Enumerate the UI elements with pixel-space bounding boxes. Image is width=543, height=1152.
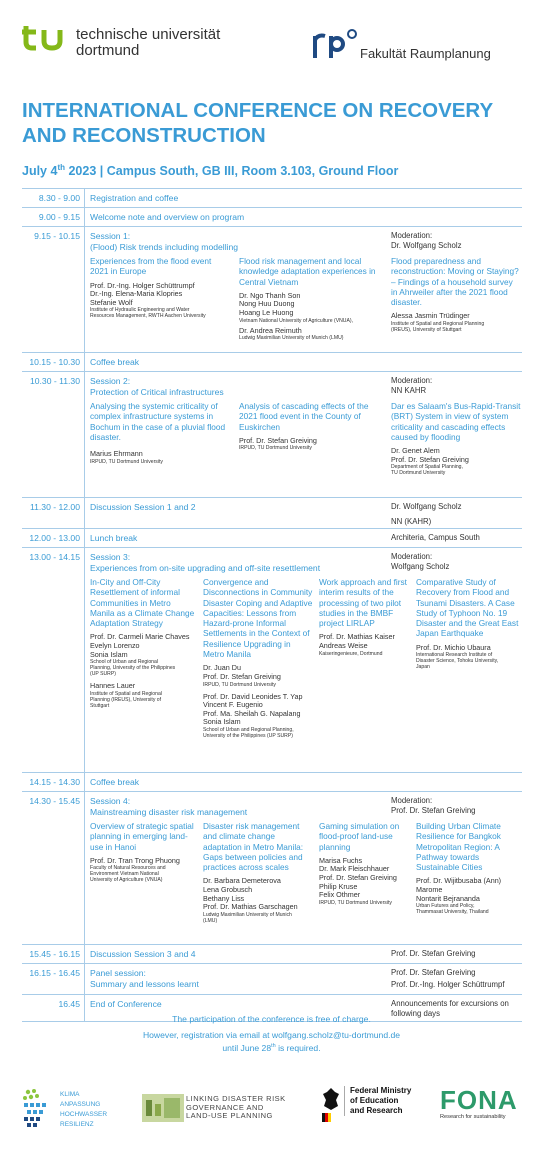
speaker: Prof. Dr. Mathias Kaiser	[319, 632, 395, 642]
institution: Stuttgart	[90, 702, 110, 709]
talk	[203, 821, 313, 924]
footer-deadline	[0, 1041, 543, 1054]
moderator-name: Dr. Wolfgang Scholz	[391, 502, 462, 511]
speaker: Dr. Andrea Reimuth	[239, 325, 302, 335]
announcement: Announcements for excursions on following days	[391, 999, 509, 1018]
institution: IRPUD, TU Dortmund University	[319, 899, 392, 906]
institution: University of Agriculture (VNUA)	[90, 877, 163, 884]
speaker: Bethany Liss	[203, 893, 245, 903]
speaker: Marome	[416, 885, 443, 895]
institution: Faculty of Natural Resources and	[90, 865, 166, 872]
moderator-name: Prof. Dr. Stefan Greiving	[391, 968, 476, 977]
talk-title: Convergence and Disconnections in Community Disaster Coping and Adaptive Capacities: Lessons from Hazard-prone Informal Settlements in the Context of Resilience Upgrading in Metro Manila	[203, 577, 313, 660]
session-number: Session 1:	[90, 231, 131, 241]
lirlap-logo	[142, 1094, 302, 1124]
talk-title: Comparative Study of Recovery from Flood and Tsunami Disasters. A Case Study of Typhoon No. 19 Disaster and the Great East Japan Earthquake	[416, 577, 519, 639]
institution: Japan	[416, 664, 430, 671]
footer-registration: However, registration via email at wolfgang.scholz@tu-dortmund.de	[142, 1030, 401, 1040]
moderation	[391, 796, 522, 816]
fona-tagline: Research for sustainability	[440, 1114, 506, 1120]
session-number: Session 2:	[90, 376, 131, 386]
row-time: 10.30 - 11.30	[29, 376, 80, 386]
moderation-label: Moderation:	[391, 231, 433, 240]
session-label	[90, 796, 247, 818]
talk	[239, 256, 384, 341]
moderation	[391, 231, 522, 251]
program-table	[22, 188, 522, 1022]
institution: Urban Futures and Policy,	[416, 903, 475, 910]
row-label: Discussion Session 1 and 2	[90, 502, 196, 512]
moderation	[391, 968, 522, 990]
institution: Institute of Spatial and Regional Planning	[391, 321, 485, 328]
talk-title: Analysing the systemic criticality of complex infrastructure systems in Bochum in the case of a pluvial flood disaster.	[90, 401, 226, 442]
program-row-session1	[22, 226, 522, 352]
institution: IRPUD, TU Dortmund University	[90, 458, 163, 465]
talk-title: Analysis of cascading effects of the 2021 flood event in the County of Euskirchen	[239, 401, 369, 432]
bmbf-text: and Research	[350, 1106, 403, 1115]
talk-title: Experiences from the flood event 2021 in Europe	[90, 256, 212, 277]
speaker: Prof. Dr. Stefan Greiving	[239, 435, 317, 445]
program-row-session3	[22, 547, 522, 772]
session-number: Panel session:	[90, 968, 146, 978]
kahr-text: HOCHWASSER	[60, 1111, 108, 1118]
rp-faculty-name: Fakultät Raumplanung	[360, 46, 491, 61]
speaker: Prof. Dr. Carmeli Marie Chaves	[90, 632, 190, 642]
row-label: End of Conference	[90, 999, 162, 1009]
speaker: Prof. Dr. Stefan Greiving	[319, 873, 397, 883]
row-time: 14.15 - 14.30	[29, 777, 80, 787]
talk	[391, 401, 521, 476]
speaker: Prof. Dr. Stefan Greiving	[203, 671, 281, 681]
talk	[203, 577, 313, 739]
conference-title: INTERNATIONAL CONFERENCE ON RECOVERY AND RECONSTRUCTION	[22, 99, 493, 147]
speaker: Dr. Juan Du	[203, 663, 241, 673]
speaker: Nong Huu Duong	[239, 299, 295, 309]
fona-logo	[440, 1086, 522, 1126]
talk-title: Flood preparedness and reconstruction: Moving or Staying? – Findings of a household survey in Ahrweiler after the 2021 flood disaster.	[391, 256, 519, 308]
row-label: Coffee break	[90, 357, 140, 367]
moderator-name: Dr. Wolfgang Scholz	[391, 241, 462, 250]
bmbf-text: of Education	[350, 1096, 399, 1105]
row-time: 16.15 - 16.45	[29, 968, 80, 978]
institution: School of Urban and Regional	[90, 659, 158, 666]
row-time: 13.00 - 14.15	[29, 552, 80, 562]
talk-title: Disaster risk management and climate change adaptation in Metro Manila: Gaps between policies and practices across scales	[203, 821, 304, 873]
institution: School of Urban and Regional Planning,	[203, 726, 294, 733]
moderator-name: Wolfgang Scholz	[391, 562, 450, 571]
moderation-label: Moderation:	[391, 796, 433, 805]
footer-deadline-sup: th	[271, 1043, 276, 1049]
row-label: Coffee break	[90, 777, 140, 787]
institution: Department of Spatial Planning,	[391, 464, 463, 471]
row-label: Registration and coffee	[90, 193, 179, 203]
speaker: Nontarit Bejrananda	[416, 893, 480, 903]
talk-title: Dar es Salaam's Bus-Rapid-Transit (BRT) System in view of system criticality and cascading effects caused by flooding	[391, 401, 521, 442]
session-topic: Summary and lessons learnt	[90, 979, 199, 989]
kahr-dots-icon	[22, 1088, 60, 1128]
institution: Ludwig Maximilian University of Munich	[203, 911, 292, 918]
row-time: 10.15 - 10.30	[29, 357, 80, 367]
speaker: Vincent F. Eugenio	[203, 700, 263, 710]
program-row-lunch	[22, 528, 522, 547]
program-row-session4	[22, 791, 522, 944]
speaker: Dr. Genet Alem	[391, 446, 440, 456]
session-label	[90, 968, 199, 990]
row-time: 15.45 - 16.15	[29, 949, 80, 959]
session-label	[90, 552, 320, 574]
institution: Vietnam National University of Agriculture (VNUA),	[239, 317, 353, 324]
institution: Planning, University of the Philippines	[90, 665, 176, 672]
institution: TU Dortmund University	[391, 470, 446, 477]
institution: International Research Institute of	[416, 652, 493, 659]
talk-title: Building Urban Climate Resilience for Bangkok Metropolitan Region: A Pathway towards Sustainable Cities	[416, 821, 501, 873]
talk	[416, 577, 520, 670]
fona-wordmark: FONA	[440, 1085, 518, 1115]
institution: Planning (IREUS), University of	[90, 696, 162, 703]
institution: Thammasat University, Thailand	[416, 909, 489, 916]
speaker: Andreas Weise	[319, 641, 368, 651]
kahr-text: KLIMA	[60, 1091, 80, 1098]
talk	[319, 821, 409, 906]
program-row-coffee2	[22, 772, 522, 791]
moderator-name: Prof. Dr. Stefan Greiving	[391, 806, 476, 815]
session-topic: (Flood) Risk trends including modelling	[90, 242, 239, 252]
institution: IRPUD, TU Dortmund University	[203, 681, 276, 688]
moderation	[391, 552, 522, 572]
moderator-name: Prof. Dr. Stefan Greiving	[391, 949, 476, 958]
institution: Resources Management, RWTH Aachen University	[90, 313, 206, 320]
row-label: Discussion Session 3 and 4	[90, 949, 196, 959]
program-row-welcome	[22, 207, 522, 226]
date-rest: 2023 | Campus South, GB III, Room 3.103, Ground Floor	[65, 164, 399, 179]
moderation	[391, 376, 522, 396]
speaker: Hannes Lauer	[90, 681, 136, 691]
footer-free-note: The participation of the conference is free of charge.	[172, 1014, 371, 1024]
speaker: Marius Ehrmann	[90, 449, 143, 459]
session-label	[90, 376, 224, 398]
lirlap-icon	[142, 1094, 184, 1122]
talk-title: Overview of strategic spatial planning in emerging land-use in Hanoi	[90, 821, 194, 852]
date-sup: th	[57, 163, 65, 172]
talk	[90, 577, 196, 709]
program-row-registration	[22, 188, 522, 207]
row-time: 12.00 - 13.00	[29, 533, 80, 543]
row-label: Welcome note and overview on program	[90, 212, 245, 222]
row-time: 9.15 - 10.15	[34, 231, 80, 241]
lirlap-text: LINKING DISASTER RISK	[186, 1094, 286, 1103]
institution: IRPUD, TU Dortmund University	[239, 445, 312, 452]
lirlap-text: GOVERNANCE AND	[186, 1102, 264, 1112]
moderator-name: Prof. Dr.-Ing. Holger Schüttrumpf	[391, 980, 505, 989]
kahr-text: ANPASSUNG	[60, 1101, 101, 1108]
institution: Institute of Hydraulic Engineering and Water	[90, 307, 190, 314]
rp-faculty-logo	[312, 28, 491, 63]
speaker: Sonia Islam	[203, 717, 241, 727]
footer-deadline-date: until June 28	[222, 1042, 272, 1053]
speaker: Felix Othmer	[319, 890, 361, 900]
session-number: Session 4:	[90, 796, 131, 806]
speaker: Prof. Dr. Stefan Greiving	[391, 454, 469, 464]
tu-name-line2: dortmund	[76, 42, 140, 59]
moderation-label: Moderation:	[391, 552, 433, 561]
kahr-logo	[22, 1088, 122, 1128]
speaker: Dr. Ngo Thanh Son	[239, 290, 301, 300]
row-time: 8.30 - 9.00	[38, 193, 80, 203]
bmbf-logo	[322, 1086, 422, 1126]
institution: (LMU)	[203, 917, 218, 924]
kahr-text: RESILIENZ	[60, 1121, 94, 1128]
institution: Ludwig Maximilian University of Munich (LMU)	[239, 335, 344, 342]
rp-logo-icon	[312, 28, 358, 58]
speaker: Evelyn Lorenzo	[90, 641, 140, 651]
venue: Architeria, Campus South	[391, 533, 480, 542]
date-month: July 4	[22, 164, 58, 179]
institution: Kaiseringenieure, Dortmund	[319, 650, 383, 657]
session-topic: Experiences from on-site upgrading and off-site resettlement	[90, 563, 321, 573]
row-time: 14.30 - 15.45	[29, 796, 80, 806]
speaker: Prof. Dr. Wijitbusaba (Ann)	[416, 876, 502, 886]
speaker: Prof. Dr. Tran Trong Phuong	[90, 855, 180, 865]
talk	[90, 821, 194, 883]
speaker: Philip Kruse	[319, 881, 358, 891]
moderator-name: NN KAHR	[391, 386, 427, 395]
institution: (UP SURP)	[90, 671, 116, 678]
speaker: Lena Grobusch	[203, 885, 253, 895]
tu-name-line1: technische universität	[76, 26, 221, 43]
session-topic: Mainstreaming disaster risk management	[90, 807, 248, 817]
tu-dortmund-logo	[22, 24, 221, 59]
row-time: 11.30 - 12.00	[29, 502, 80, 512]
speaker: Hoang Le Huong	[239, 308, 294, 318]
program-row-panel	[22, 963, 522, 994]
program-row-session2	[22, 371, 522, 497]
federal-eagle-icon	[322, 1086, 340, 1122]
session-number: Session 3:	[90, 552, 131, 562]
institution: Environment Vietnam National	[90, 871, 159, 878]
institution: Disaster Science, Tohoku University,	[416, 658, 499, 665]
talk-title: Gaming simulation on flood-proof land-use planning	[319, 821, 400, 852]
session-label	[90, 231, 238, 253]
conference-date	[22, 163, 398, 178]
moderation	[391, 502, 522, 527]
session-topic: Protection of Critical infrastructures	[90, 387, 224, 397]
talk	[90, 256, 230, 319]
speaker: Prof. Ma. Sheilah G. Napalang	[203, 708, 301, 718]
speaker: Prof. Dr.-Ing. Holger Schüttrumpf	[90, 280, 195, 290]
speaker: Prof. Dr. David Leonides T. Yap	[203, 691, 303, 701]
moderation-label: Moderation:	[391, 376, 433, 385]
row-time: 16.45	[58, 999, 80, 1009]
talk	[90, 401, 230, 465]
lirlap-text: LAND-USE PLANNING	[186, 1111, 273, 1120]
speaker: Marisa Fuchs	[319, 855, 363, 865]
speaker: Prof. Dr. Mathias Garschagen	[203, 902, 298, 912]
speaker: Dr. Mark Fleischhauer	[319, 864, 390, 874]
speaker: Dr. Barbara Demeterova	[203, 876, 281, 886]
speaker: Sonia Islam	[90, 649, 128, 659]
talk-title: Flood risk management and local knowledge adaptation experiences in Central Vietnam	[239, 256, 376, 287]
speaker: Dr.-Ing. Elena-Maria Klopries	[90, 289, 183, 299]
speaker: Prof. Dr. Michio Ubaura	[416, 642, 491, 652]
row-time: 9.00 - 9.15	[38, 212, 80, 222]
bmbf-text: Federal Ministry	[350, 1086, 412, 1095]
institution: University of the Philippines (UP SURP)	[203, 732, 293, 739]
talk	[416, 821, 520, 915]
talk-title: In-City and Off-City Resettlement of informal Communities in Metro Manila as a Climate Change Adaptation Strategy	[90, 577, 195, 629]
talk	[239, 401, 384, 451]
speaker: Stefanie Wolf	[90, 297, 133, 307]
talk-title: Work approach and first interim results of the processing of two pilot studies in the BMBF project LIRLAP	[319, 577, 407, 629]
tu-logo-icon	[22, 24, 72, 52]
program-row-discussion12	[22, 497, 522, 528]
row-label: Lunch break	[90, 533, 138, 543]
institution: Institute of Spatial and Regional	[90, 690, 162, 697]
footer-deadline-rest: is required.	[275, 1042, 321, 1053]
talk	[319, 577, 409, 657]
moderator-name: NN (KAHR)	[391, 517, 432, 526]
program-row-discussion34	[22, 944, 522, 963]
speaker: Alessa Jasmin Trüdinger	[391, 311, 470, 321]
program-row-coffee1	[22, 352, 522, 371]
talk	[391, 256, 521, 333]
institution: (IREUS), University of Stuttgart	[391, 327, 462, 334]
